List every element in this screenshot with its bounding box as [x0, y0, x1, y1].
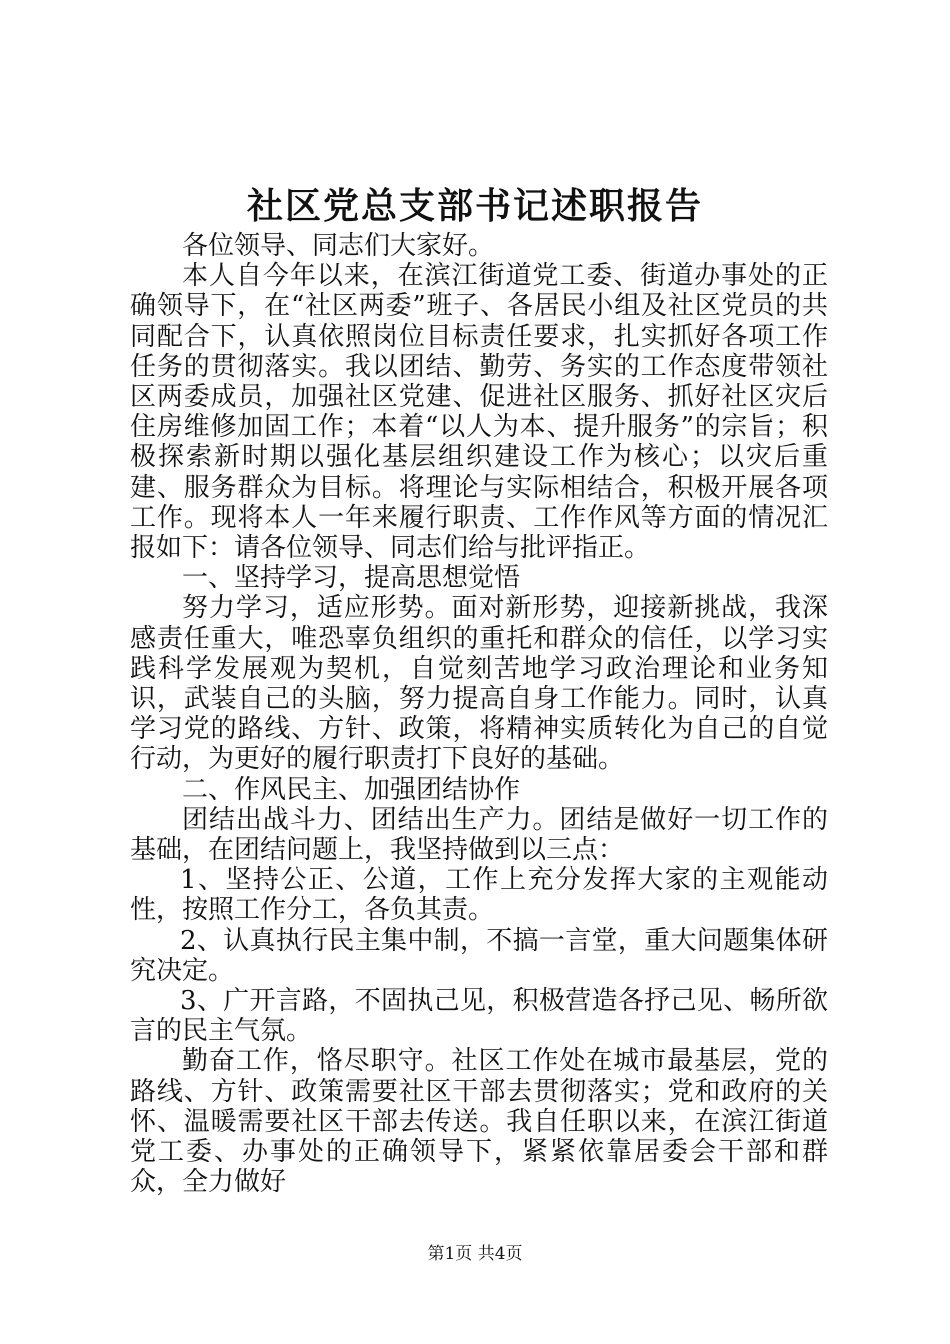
paragraph-unity: 团结出战斗力、团结出生产力。团结是做好一切工作的基础，在团结问题上，我坚持做到以三点：: [130, 804, 828, 866]
list-item-1: 1、坚持公正、公道，工作上充分发挥大家的主观能动性，按照工作分工，各负其责。: [130, 865, 828, 926]
section-heading-1: 一、坚持学习，提高思想觉悟: [182, 563, 521, 594]
list-item-3: 3、广开言路，不固执己见，积极营造各抒己见、畅所欲言的民主气氛。: [130, 986, 828, 1047]
section-heading-2: 二、作风民主、加强团结协作: [182, 774, 521, 805]
paragraph-study: 努力学习，适应形势。面对新形势，迎接新挑战，我深感责任重大，唯恐辜负组织的重托和群众的信任，以学习实践科学发展观为契机，自觉刻苦地学习政治理论和业务知识，武装自己的头脑，努力提高自身工作能力。同时，认真学习党的路线、方针、政策，将精神实质转化为自己的自觉行动，为更好的履行职责打下良好的基础。: [130, 593, 828, 775]
list-item-2: 2、认真执行民主集中制，不搞一言堂，重大问题集体研究决定。: [130, 925, 828, 986]
document-body: [130, 231, 828, 1198]
paragraph-intro: 本人自今年以来，在滨江街道党工委、街道办事处的正确领导下，在“社区两委”班子、各居民小组及社区党员的共同配合下，认真依照岗位目标责任要求，扎实抓好各项工作任务的贯彻落实。我以团结、勤劳、务实的工作态度带领社区两委成员，加强社区党建、促进社区服务、抓好社区灾后住房维修加固工作；本着“以人为本、提升服务”的宗旨；积极探索新时期以强化基层组织建设工作为核心；以灾后重建、服务群众为目标。将理论与实际相结合，积极开展各项工作。现将本人一年来履行职责、工作作风等方面的情况汇报如下：请各位领导、同志们给与批评指正。: [130, 261, 828, 564]
document-title: 社区党总支部书记述职报告: [246, 185, 703, 227]
paragraph-diligence: 勤奋工作，恪尽职守。社区工作处在城市最基层，党的路线、方针、政策需要社区干部去贯彻落实；党和政府的关怀、温暖需要社区干部去传送。我自任职以来，在滨江街道党工委、办事处的正确领导下，紧紧依靠居委会干部和群众，全力做好: [130, 1046, 828, 1198]
page-number-footer: 第1页 共4页: [427, 1244, 523, 1264]
paragraph-greeting: 各位领导、同志们大家好。: [182, 231, 495, 261]
